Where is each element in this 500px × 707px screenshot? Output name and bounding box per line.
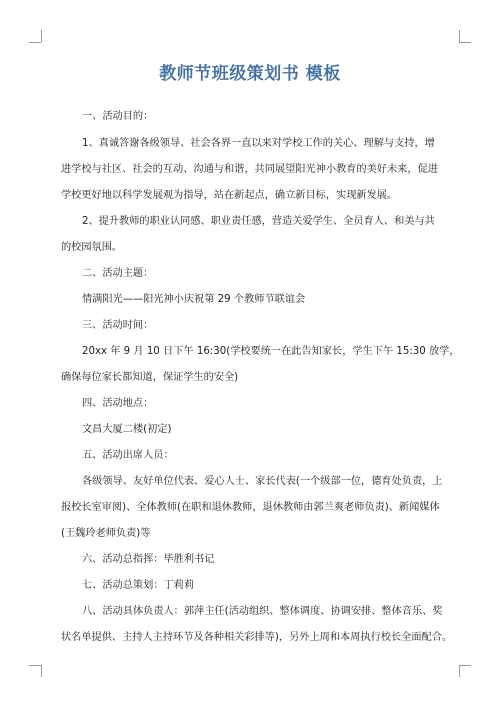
crop-mark-bottom-right-v bbox=[459, 665, 460, 677]
paragraph-line: 学校更好地以科学发展观为指导，站在新起点，确立新目标，实现新发展。 bbox=[61, 190, 398, 201]
paragraph-line: (王魏玲老师负责)等 bbox=[61, 528, 151, 539]
crop-mark-top-right-v bbox=[459, 30, 460, 42]
paragraph-line: 1、真诚答谢各级领导、社会各界一直以来对学校工作的关心、理解与支持，增 bbox=[82, 138, 435, 149]
section-heading-location: 四、活动地点： bbox=[82, 398, 154, 409]
crop-mark-bottom-left-h bbox=[29, 665, 41, 666]
paragraph-line: 进学校与社区、社会的互动、沟通与和谐，共同展望阳光神小教育的美好未来，促进 bbox=[61, 164, 438, 175]
paragraph-line: 确保每位家长都知道，保证学生的安全) bbox=[61, 372, 239, 383]
crop-mark-bottom-right-h bbox=[459, 665, 471, 666]
paragraph-line: 的校园氛围。 bbox=[61, 242, 123, 253]
section-heading-attendees: 五、活动出席人员： bbox=[82, 450, 174, 461]
section-heading-time: 三、活动时间： bbox=[82, 320, 154, 331]
section-heading-planner: 七、活动总策划：丁莉莉 bbox=[82, 580, 195, 591]
paragraph-line: 文昌大厦二楼(初定) bbox=[82, 424, 172, 435]
crop-mark-top-left-v bbox=[41, 30, 42, 42]
crop-mark-bottom-left-v bbox=[41, 665, 42, 677]
section-heading-responsible: 八、活动具体负责人：郭萍主任(活动组织、整体调度、协调安排、整体音乐、奖 bbox=[82, 606, 443, 617]
paragraph-line: 2、提升教师的职业认同感、职业责任感，营造关爱学生、全员育人、和美与共 bbox=[82, 216, 435, 227]
paragraph-line: 20xx 年 9 月 10 日下午 16:30(学校要统一在此告知家长，学生下午 15:30 放学， bbox=[82, 346, 460, 357]
section-heading-commander: 六、活动总指挥：毕胜利书记 bbox=[82, 554, 215, 565]
paragraph-line: 状名单提供、主持人主持环节及各种相关彩排等)，另外上周和本周执行校长全面配合。 bbox=[61, 632, 453, 643]
section-heading-purpose: 一、活动目的： bbox=[82, 111, 154, 122]
paragraph-line: 报校长室审阅)、全体教师(在职和退休教师，退休教师由郭兰爽老师负责)、新闻媒体 bbox=[61, 502, 440, 513]
paragraph-line: 各级领导、友好单位代表、爱心人士、家长代表(一个级部一位，德育处负责，上 bbox=[82, 476, 443, 487]
document-body bbox=[61, 110, 460, 645]
section-heading-theme: 二、活动主题： bbox=[82, 268, 154, 279]
paragraph-line: 情满阳光——阳光神小庆祝第 29 个教师节联谊会 bbox=[82, 294, 306, 305]
crop-mark-top-right-h bbox=[459, 42, 471, 43]
crop-mark-top-left-h bbox=[29, 42, 41, 43]
document-title: 教师节班级策划书 模板 bbox=[159, 64, 341, 84]
